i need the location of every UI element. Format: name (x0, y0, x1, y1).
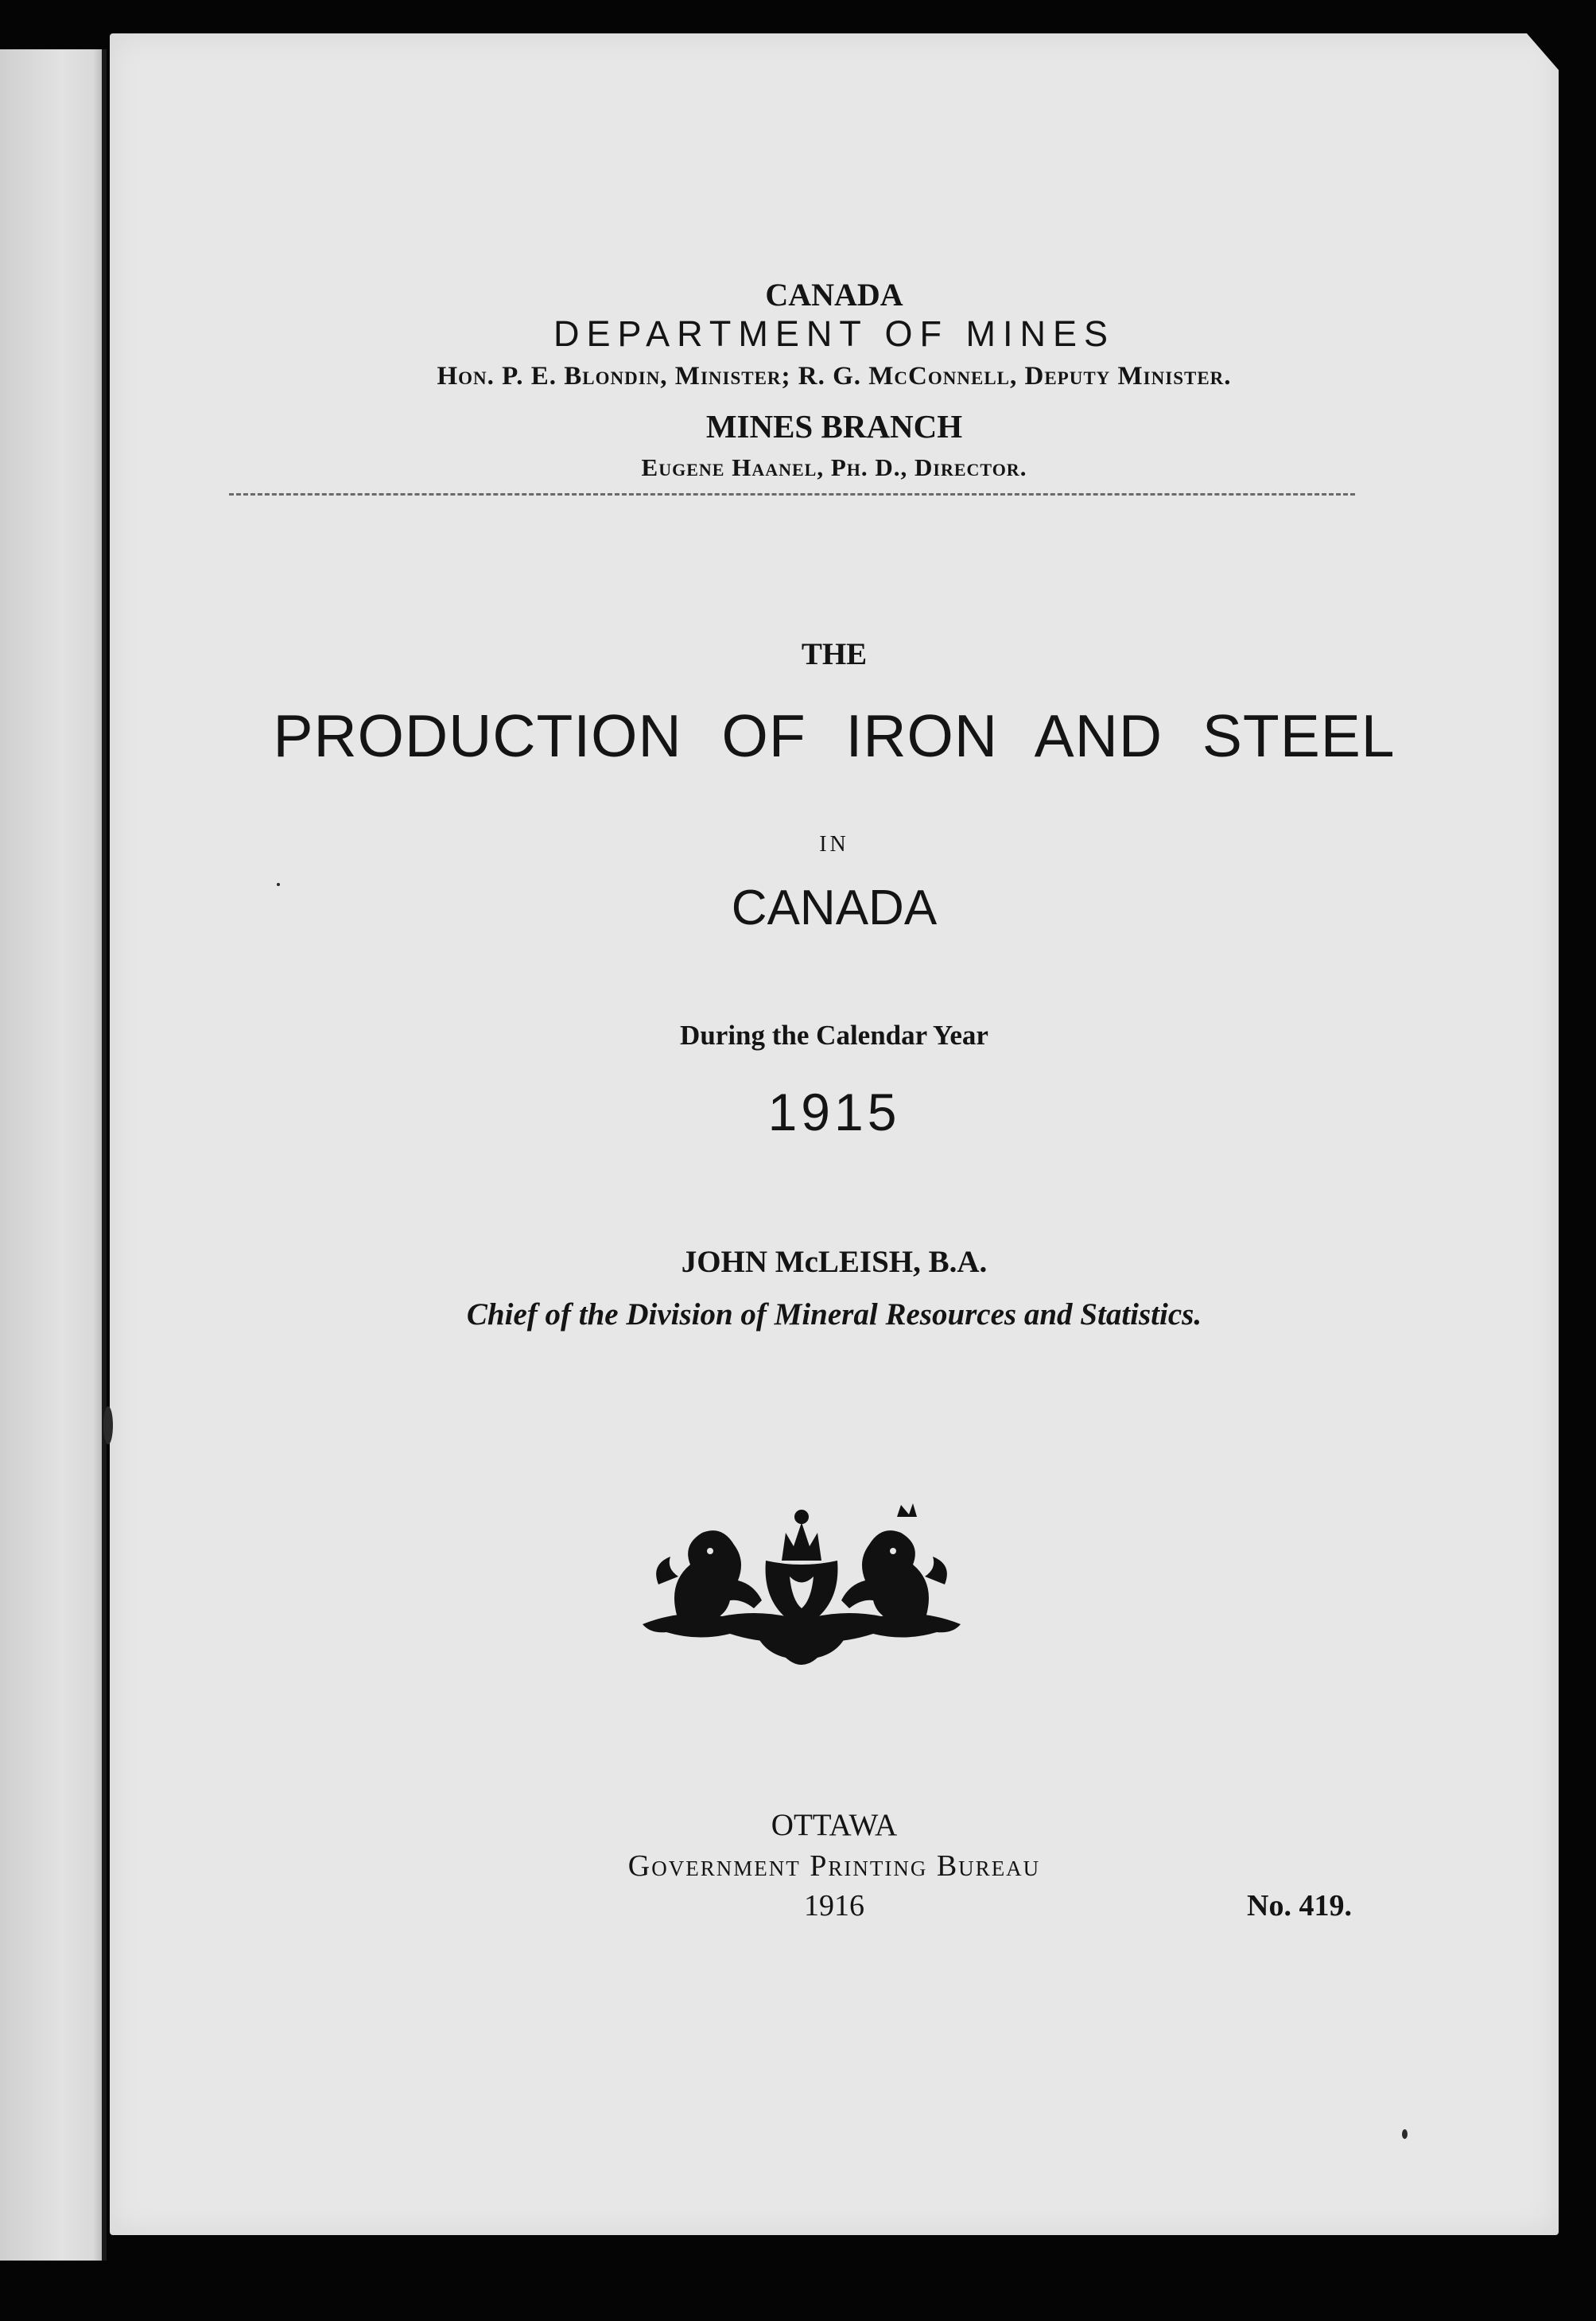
imprint-printer: Government Printing Bureau (627, 1849, 1041, 1883)
coat-of-arms-icon (635, 1489, 969, 1680)
title-page (110, 33, 1559, 2235)
author-position: Chief of the Division of Mineral Resources and Statistics. (466, 1297, 1202, 1332)
title-connector: IN (819, 832, 849, 857)
header-divider (229, 493, 1355, 496)
header-officials: Hon. P. E. Blondin, Minister; R. G. McConnell, Deputy Minister. (437, 362, 1232, 391)
imprint-year: 1916 (804, 1889, 864, 1923)
header-department: DEPARTMENT OF MINES (553, 313, 1116, 354)
header-director: Eugene Haanel, Ph. D., Director. (641, 453, 1027, 481)
page-corner-fold (1527, 33, 1559, 70)
title-main: PRODUCTION OF IRON AND STEEL (273, 702, 1396, 769)
binding-mark (103, 1406, 113, 1444)
title-lead: THE (801, 637, 868, 671)
ink-speck (277, 883, 280, 886)
publication-number: No. 419. (1247, 1889, 1352, 1923)
left-page-edge (0, 49, 107, 2261)
ink-speck (1402, 2129, 1408, 2139)
title-place: CANADA (731, 881, 938, 935)
title-year: 1915 (767, 1083, 901, 1141)
header-country: CANADA (765, 277, 903, 313)
imprint-city: OTTAWA (771, 1808, 898, 1842)
header-branch: MINES BRANCH (705, 408, 963, 445)
title-period-label: During the Calendar Year (680, 1020, 988, 1051)
author-name: JOHN McLEISH, B.A. (681, 1245, 988, 1279)
